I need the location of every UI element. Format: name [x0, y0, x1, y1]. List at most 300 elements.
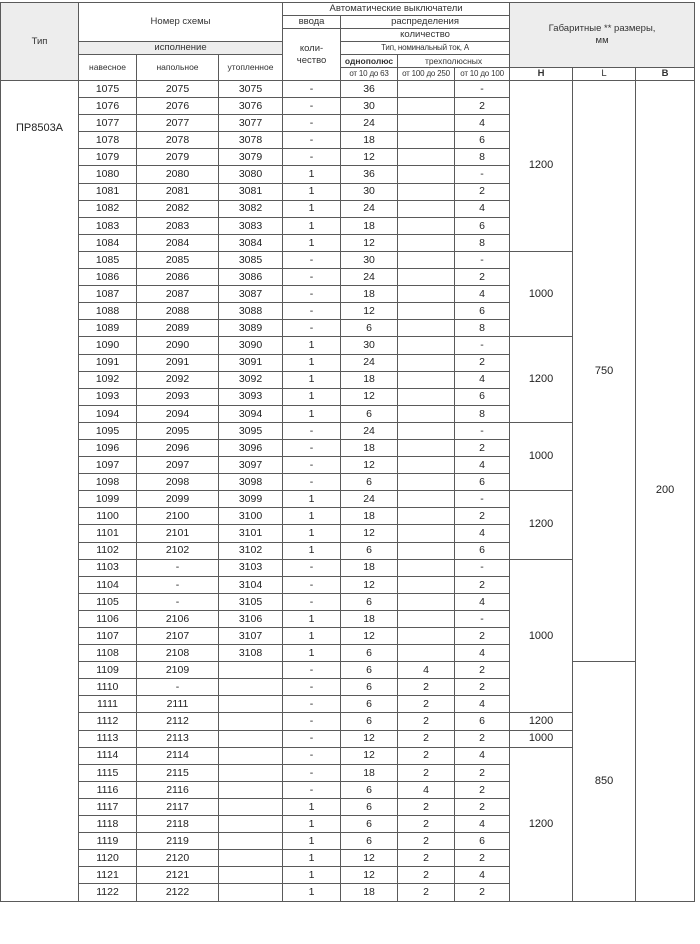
- h-dimension-header: Н: [510, 68, 573, 81]
- three-pole-250-count-cell: [398, 593, 455, 610]
- three-pole-250-count-cell: [398, 286, 455, 303]
- h-dimension-cell: 1200: [510, 491, 573, 559]
- three-pole-250-count-cell: 2: [398, 730, 455, 747]
- three-pole-250-count-cell: [398, 149, 455, 166]
- flush-number-cell: 3095: [219, 422, 283, 439]
- wall-number-cell: 1113: [79, 730, 137, 747]
- floor-number-cell: 2079: [137, 149, 219, 166]
- three-pole-100-count-cell: 8: [455, 320, 510, 337]
- floor-number-cell: 2122: [137, 884, 219, 901]
- wall-number-cell: 1087: [79, 286, 137, 303]
- input-count-cell: -: [283, 422, 341, 439]
- floor-number-cell: 2119: [137, 833, 219, 850]
- three-pole-250-count-cell: [398, 422, 455, 439]
- single-pole-count-cell: 24: [341, 422, 398, 439]
- three-pole-100-count-cell: 2: [455, 764, 510, 781]
- single-pole-count-cell: 6: [341, 593, 398, 610]
- input-count-cell: 1: [283, 491, 341, 508]
- three-pole-250-count-cell: 4: [398, 662, 455, 679]
- range-100-250-header: от 100 до 250: [398, 68, 455, 81]
- wall-number-cell: 1120: [79, 850, 137, 867]
- single-pole-count-cell: 18: [341, 508, 398, 525]
- floor-number-cell: -: [137, 559, 219, 576]
- input-count-cell: -: [283, 662, 341, 679]
- wall-number-cell: 1075: [79, 81, 137, 98]
- single-pole-count-cell: 18: [341, 764, 398, 781]
- three-pole-250-count-cell: [398, 251, 455, 268]
- three-pole-100-count-cell: 4: [455, 286, 510, 303]
- flush-number-cell: 3087: [219, 286, 283, 303]
- flush-number-cell: 3084: [219, 234, 283, 251]
- three-pole-100-count-cell: 2: [455, 183, 510, 200]
- floor-number-cell: 2113: [137, 730, 219, 747]
- flush-number-cell: [219, 850, 283, 867]
- flush-number-cell: 3083: [219, 217, 283, 234]
- input-count-cell: -: [283, 269, 341, 286]
- single-pole-count-cell: 6: [341, 662, 398, 679]
- single-pole-count-cell: 12: [341, 525, 398, 542]
- wall-number-cell: 1112: [79, 713, 137, 730]
- wall-number-cell: 1081: [79, 183, 137, 200]
- execution-header: исполнение: [79, 42, 283, 55]
- three-pole-100-count-cell: 2: [455, 850, 510, 867]
- range-10-63-header: от 10 до 63: [341, 68, 398, 81]
- flush-number-cell: [219, 713, 283, 730]
- wall-number-cell: 1082: [79, 200, 137, 217]
- single-pole-count-cell: 6: [341, 781, 398, 798]
- flush-number-cell: 3081: [219, 183, 283, 200]
- single-pole-count-cell: 6: [341, 816, 398, 833]
- single-pole-count-cell: 18: [341, 286, 398, 303]
- single-pole-count-cell: 12: [341, 576, 398, 593]
- wall-number-cell: 1122: [79, 884, 137, 901]
- single-pole-count-cell: 30: [341, 337, 398, 354]
- floor-number-cell: 2086: [137, 269, 219, 286]
- input-count-cell: -: [283, 679, 341, 696]
- flush-number-cell: 3080: [219, 166, 283, 183]
- three-pole-100-count-cell: 2: [455, 576, 510, 593]
- input-count-cell: 1: [283, 816, 341, 833]
- flush-number-cell: 3101: [219, 525, 283, 542]
- input-count-cell: -: [283, 457, 341, 474]
- three-pole-100-count-cell: -: [455, 491, 510, 508]
- three-pole-250-count-cell: [398, 388, 455, 405]
- h-dimension-cell: 1200: [510, 337, 573, 422]
- wall-number-cell: 1085: [79, 251, 137, 268]
- flush-number-cell: [219, 730, 283, 747]
- wall-number-cell: 1118: [79, 816, 137, 833]
- single-pole-count-cell: 12: [341, 457, 398, 474]
- flush-number-cell: [219, 662, 283, 679]
- specification-table: [0, 2, 695, 902]
- single-pole-count-cell: 6: [341, 696, 398, 713]
- floor-number-cell: 2107: [137, 628, 219, 645]
- three-pole-250-count-cell: [398, 81, 455, 98]
- flush-number-cell: [219, 884, 283, 901]
- wall-number-cell: 1088: [79, 303, 137, 320]
- input-count-cell: -: [283, 764, 341, 781]
- floor-number-cell: 2117: [137, 798, 219, 815]
- three-pole-250-count-cell: [398, 645, 455, 662]
- three-pole-100-count-cell: 2: [455, 884, 510, 901]
- three-pole-100-count-cell: -: [455, 559, 510, 576]
- input-count-cell: -: [283, 149, 341, 166]
- wall-number-cell: 1106: [79, 610, 137, 627]
- floor-number-cell: 2109: [137, 662, 219, 679]
- floor-number-cell: 2093: [137, 388, 219, 405]
- floor-number-cell: 2088: [137, 303, 219, 320]
- three-pole-100-count-cell: 6: [455, 388, 510, 405]
- input-count-cell: -: [283, 713, 341, 730]
- input-count-cell: 1: [283, 525, 341, 542]
- wall-number-cell: 1080: [79, 166, 137, 183]
- flush-number-cell: 3097: [219, 457, 283, 474]
- input-count-cell: -: [283, 559, 341, 576]
- wall-number-cell: 1099: [79, 491, 137, 508]
- single-pole-count-cell: 6: [341, 798, 398, 815]
- wall-number-cell: 1100: [79, 508, 137, 525]
- single-pole-count-cell: 18: [341, 132, 398, 149]
- floor-number-cell: 2120: [137, 850, 219, 867]
- flush-number-cell: 3088: [219, 303, 283, 320]
- floor-number-cell: 2097: [137, 457, 219, 474]
- single-pole-count-cell: 12: [341, 628, 398, 645]
- three-pole-250-count-cell: 2: [398, 884, 455, 901]
- floor-number-cell: 2121: [137, 867, 219, 884]
- single-pole-count-cell: 18: [341, 439, 398, 456]
- input-count-cell: 1: [283, 405, 341, 422]
- three-pole-100-count-cell: 6: [455, 474, 510, 491]
- three-pole-250-count-cell: [398, 457, 455, 474]
- three-pole-250-count-cell: [398, 166, 455, 183]
- three-pole-100-count-cell: 2: [455, 679, 510, 696]
- wall-number-cell: 1097: [79, 457, 137, 474]
- floor-number-cell: -: [137, 593, 219, 610]
- wall-number-cell: 1104: [79, 576, 137, 593]
- h-dimension-cell: 1000: [510, 251, 573, 336]
- three-pole-250-count-cell: [398, 303, 455, 320]
- wall-number-cell: 1091: [79, 354, 137, 371]
- input-count-cell: -: [283, 696, 341, 713]
- three-pole-250-count-cell: [398, 610, 455, 627]
- input-count-cell: 1: [283, 388, 341, 405]
- flush-number-cell: 3098: [219, 474, 283, 491]
- three-pole-100-count-cell: 2: [455, 781, 510, 798]
- three-pole-250-count-cell: 2: [398, 833, 455, 850]
- three-pole-100-count-cell: -: [455, 422, 510, 439]
- floor-number-cell: 2081: [137, 183, 219, 200]
- table-row: [1, 662, 695, 679]
- floor-number-cell: 2096: [137, 439, 219, 456]
- three-pole-250-count-cell: [398, 354, 455, 371]
- single-pole-count-cell: 12: [341, 850, 398, 867]
- single-pole-count-cell: 24: [341, 115, 398, 132]
- flush-number-cell: 3090: [219, 337, 283, 354]
- input-count-cell: 1: [283, 542, 341, 559]
- wall-number-cell: 1116: [79, 781, 137, 798]
- wall-number-cell: 1119: [79, 833, 137, 850]
- three-pole-250-count-cell: [398, 132, 455, 149]
- input-count-cell: -: [283, 730, 341, 747]
- flush-number-cell: 3092: [219, 371, 283, 388]
- single-pole-count-cell: 6: [341, 679, 398, 696]
- floor-number-cell: 2114: [137, 747, 219, 764]
- wall-number-cell: 1114: [79, 747, 137, 764]
- three-pole-100-count-cell: 8: [455, 234, 510, 251]
- flush-number-cell: [219, 747, 283, 764]
- floor-number-cell: -: [137, 679, 219, 696]
- three-pole-250-count-cell: [398, 508, 455, 525]
- three-pole-100-count-cell: 4: [455, 200, 510, 217]
- single-pole-count-cell: 24: [341, 491, 398, 508]
- wall-number-cell: 1089: [79, 320, 137, 337]
- b-dimension-cell: 200: [636, 81, 695, 902]
- floor-number-cell: 2083: [137, 217, 219, 234]
- floor-number-cell: 2089: [137, 320, 219, 337]
- wall-number-cell: 1109: [79, 662, 137, 679]
- single-pole-count-cell: 18: [341, 217, 398, 234]
- wall-number-cell: 1086: [79, 269, 137, 286]
- wall-number-cell: 1096: [79, 439, 137, 456]
- three-pole-250-count-cell: [398, 217, 455, 234]
- input-count-cell: 1: [283, 371, 341, 388]
- h-dimension-cell: 1000: [510, 730, 573, 747]
- floor-number-cell: 2095: [137, 422, 219, 439]
- three-pole-100-count-cell: 2: [455, 628, 510, 645]
- type-current-header: Тип, номинальный ток, А: [341, 42, 510, 55]
- flush-number-cell: 3079: [219, 149, 283, 166]
- l-dimension-header: L: [573, 68, 636, 81]
- flush-number-cell: 3100: [219, 508, 283, 525]
- three-pole-250-count-cell: [398, 115, 455, 132]
- three-pole-100-count-cell: 6: [455, 217, 510, 234]
- single-pole-count-cell: 12: [341, 730, 398, 747]
- three-pole-100-count-cell: 8: [455, 149, 510, 166]
- three-pole-250-count-cell: [398, 269, 455, 286]
- input-count-cell: -: [283, 81, 341, 98]
- three-pole-100-count-cell: 4: [455, 645, 510, 662]
- wall-number-cell: 1103: [79, 559, 137, 576]
- floor-number-cell: 2111: [137, 696, 219, 713]
- three-pole-250-count-cell: [398, 491, 455, 508]
- wall-number-cell: 1084: [79, 234, 137, 251]
- three-pole-100-count-cell: -: [455, 81, 510, 98]
- three-pole-100-count-cell: 4: [455, 747, 510, 764]
- range-10-100-header: от 10 до 100: [455, 68, 510, 81]
- three-pole-100-count-cell: 2: [455, 798, 510, 815]
- floor-number-cell: 2115: [137, 764, 219, 781]
- input-count-cell: 1: [283, 798, 341, 815]
- flush-number-cell: 3103: [219, 559, 283, 576]
- three-pole-250-count-cell: [398, 439, 455, 456]
- three-pole-250-count-cell: 2: [398, 850, 455, 867]
- input-count-cell: -: [283, 576, 341, 593]
- single-pole-count-cell: 12: [341, 234, 398, 251]
- flush-number-cell: [219, 833, 283, 850]
- quantity-header: количество: [341, 29, 510, 42]
- flush-number-cell: 3091: [219, 354, 283, 371]
- three-pole-100-count-cell: 2: [455, 269, 510, 286]
- input-count-cell: 1: [283, 628, 341, 645]
- single-pole-count-cell: 12: [341, 747, 398, 764]
- floor-number-cell: -: [137, 576, 219, 593]
- three-pole-250-count-cell: 2: [398, 798, 455, 815]
- single-pole-count-cell: 12: [341, 303, 398, 320]
- mount-wall-header: навесное: [79, 55, 137, 81]
- single-pole-count-cell: 12: [341, 149, 398, 166]
- input-count-cell: -: [283, 747, 341, 764]
- input-count-cell: 1: [283, 610, 341, 627]
- three-pole-250-count-cell: [398, 320, 455, 337]
- flush-number-cell: 3106: [219, 610, 283, 627]
- input-count-cell: -: [283, 593, 341, 610]
- three-pole-100-count-cell: -: [455, 610, 510, 627]
- single-pole-count-cell: 24: [341, 200, 398, 217]
- wall-number-cell: 1083: [79, 217, 137, 234]
- floor-number-cell: 2118: [137, 816, 219, 833]
- three-pole-100-count-cell: 4: [455, 593, 510, 610]
- three-pole-250-count-cell: [398, 525, 455, 542]
- input-count-cell: 1: [283, 337, 341, 354]
- input-count-cell: -: [283, 781, 341, 798]
- wall-number-cell: 1076: [79, 98, 137, 115]
- flush-number-cell: [219, 679, 283, 696]
- single-pole-count-cell: 36: [341, 81, 398, 98]
- three-pole-100-count-cell: 4: [455, 525, 510, 542]
- input-count-cell: 1: [283, 183, 341, 200]
- wall-number-cell: 1105: [79, 593, 137, 610]
- three-pole-100-count-cell: 4: [455, 115, 510, 132]
- three-pole-100-count-cell: -: [455, 337, 510, 354]
- input-count-cell: 1: [283, 850, 341, 867]
- three-pole-250-count-cell: 2: [398, 679, 455, 696]
- floor-number-cell: 2076: [137, 98, 219, 115]
- single-pole-count-cell: 6: [341, 405, 398, 422]
- floor-number-cell: 2091: [137, 354, 219, 371]
- floor-number-cell: 2080: [137, 166, 219, 183]
- three-pole-250-count-cell: [398, 576, 455, 593]
- dimensions-header-text: Габаритные ** размеры, мм: [548, 23, 656, 46]
- mount-floor-header: напольное: [137, 55, 219, 81]
- single-pole-count-cell: 18: [341, 559, 398, 576]
- floor-number-cell: 2094: [137, 405, 219, 422]
- single-pole-count-cell: 12: [341, 867, 398, 884]
- three-pole-250-count-cell: [398, 200, 455, 217]
- flush-number-cell: [219, 696, 283, 713]
- scheme-number-header: Номер схемы: [79, 3, 283, 42]
- single-pole-count-cell: 24: [341, 269, 398, 286]
- floor-number-cell: 2102: [137, 542, 219, 559]
- wall-number-cell: 1117: [79, 798, 137, 815]
- single-pole-count-cell: 6: [341, 474, 398, 491]
- input-quantity-text: коли-чество: [296, 42, 327, 66]
- three-pole-250-count-cell: [398, 474, 455, 491]
- three-pole-100-count-cell: 4: [455, 867, 510, 884]
- three-pole-100-count-cell: 8: [455, 405, 510, 422]
- flush-number-cell: 3076: [219, 98, 283, 115]
- three-pole-100-count-cell: 6: [455, 542, 510, 559]
- auto-breakers-header: Автоматические выключатели: [283, 3, 510, 16]
- input-count-cell: -: [283, 115, 341, 132]
- three-pole-250-count-cell: 2: [398, 764, 455, 781]
- wall-number-cell: 1111: [79, 696, 137, 713]
- wall-number-cell: 1110: [79, 679, 137, 696]
- wall-number-cell: 1093: [79, 388, 137, 405]
- wall-number-cell: 1078: [79, 132, 137, 149]
- single-pole-count-cell: 6: [341, 645, 398, 662]
- wall-number-cell: 1098: [79, 474, 137, 491]
- floor-number-cell: 2084: [137, 234, 219, 251]
- three-pole-100-count-cell: 2: [455, 662, 510, 679]
- dimensions-header: [510, 3, 695, 68]
- wall-number-cell: 1108: [79, 645, 137, 662]
- input-count-cell: 1: [283, 234, 341, 251]
- three-pole-100-count-cell: 2: [455, 98, 510, 115]
- three-pole-100-count-cell: 6: [455, 132, 510, 149]
- flush-number-cell: 3099: [219, 491, 283, 508]
- single-pole-count-cell: 6: [341, 833, 398, 850]
- floor-number-cell: 2085: [137, 251, 219, 268]
- input-quantity-header: [283, 29, 341, 81]
- input-count-cell: 1: [283, 833, 341, 850]
- flush-number-cell: 3093: [219, 388, 283, 405]
- flush-number-cell: 3094: [219, 405, 283, 422]
- three-pole-100-count-cell: 2: [455, 354, 510, 371]
- three-pole-250-count-cell: [398, 542, 455, 559]
- wall-number-cell: 1102: [79, 542, 137, 559]
- input-header: ввода: [283, 16, 341, 29]
- three-pole-100-count-cell: 2: [455, 508, 510, 525]
- spec-sheet: [0, 2, 695, 902]
- flush-number-cell: 3104: [219, 576, 283, 593]
- three-pole-250-count-cell: [398, 628, 455, 645]
- wall-number-cell: 1115: [79, 764, 137, 781]
- h-dimension-cell: 1200: [510, 81, 573, 252]
- h-dimension-cell: 1000: [510, 422, 573, 490]
- wall-number-cell: 1092: [79, 371, 137, 388]
- three-pole-100-count-cell: 4: [455, 816, 510, 833]
- three-pole-100-count-cell: -: [455, 166, 510, 183]
- flush-number-cell: 3086: [219, 269, 283, 286]
- input-count-cell: 1: [283, 200, 341, 217]
- three-pole-250-count-cell: 2: [398, 696, 455, 713]
- flush-number-cell: 3082: [219, 200, 283, 217]
- three-pole-100-count-cell: 6: [455, 713, 510, 730]
- flush-number-cell: [219, 764, 283, 781]
- single-pole-count-cell: 6: [341, 542, 398, 559]
- three-pole-250-count-cell: 2: [398, 747, 455, 764]
- floor-number-cell: 2108: [137, 645, 219, 662]
- type-column-header: Тип: [1, 3, 79, 81]
- input-count-cell: 1: [283, 867, 341, 884]
- flush-number-cell: 3108: [219, 645, 283, 662]
- wall-number-cell: 1079: [79, 149, 137, 166]
- l-dimension-cell: 850: [573, 662, 636, 901]
- wall-number-cell: 1094: [79, 405, 137, 422]
- flush-number-cell: 3102: [219, 542, 283, 559]
- flush-number-cell: [219, 798, 283, 815]
- device-type-cell: ПР8503А: [1, 81, 79, 902]
- floor-number-cell: 2098: [137, 474, 219, 491]
- three-pole-100-count-cell: 6: [455, 303, 510, 320]
- table-row: [1, 81, 695, 98]
- three-pole-250-count-cell: [398, 371, 455, 388]
- three-pole-100-count-cell: 6: [455, 833, 510, 850]
- input-count-cell: -: [283, 474, 341, 491]
- flush-number-cell: [219, 816, 283, 833]
- single-pole-count-cell: 30: [341, 251, 398, 268]
- mount-flush-header: утопленное: [219, 55, 283, 81]
